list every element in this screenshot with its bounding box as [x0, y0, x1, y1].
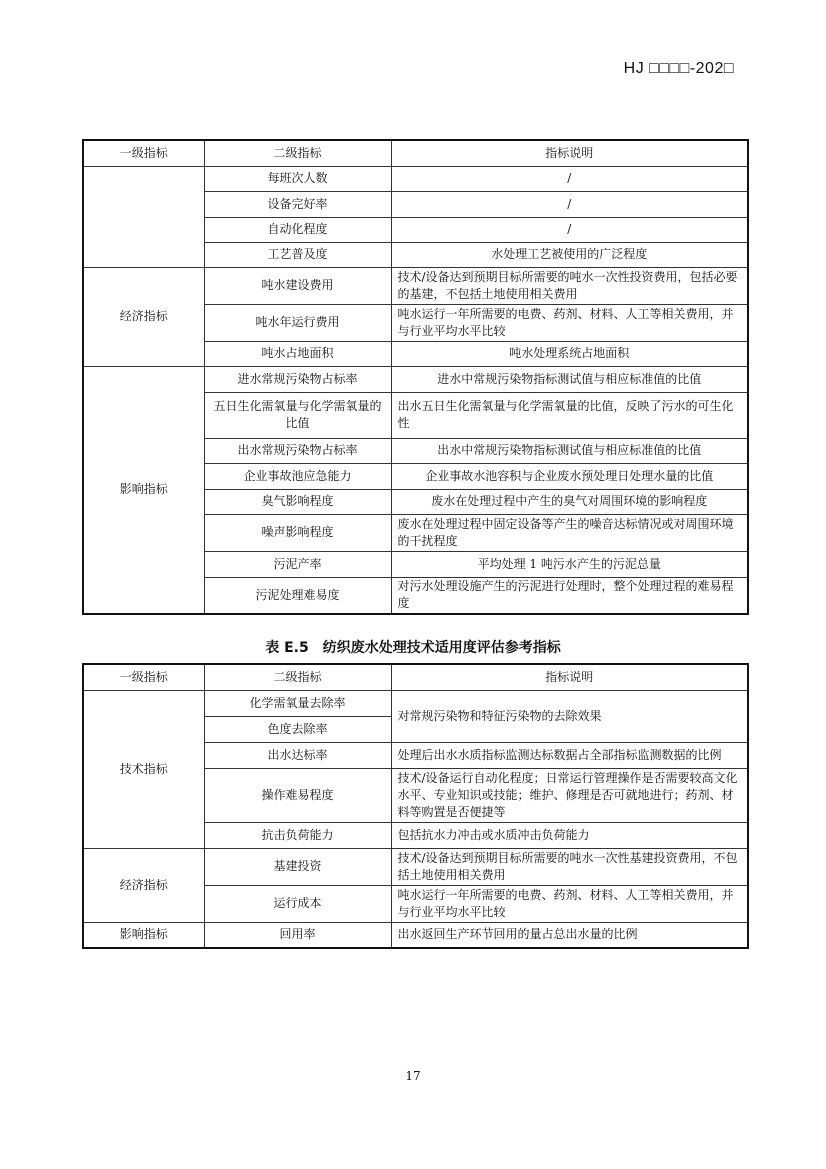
level1-cell: 经济指标	[83, 848, 204, 922]
description-cell: 吨水运行一年所需要的电费、药剂、材料、人工等相关费用，并与行业平均水平比较	[391, 885, 748, 922]
description-cell: 出水中常规污染物指标测试值与相应标准值的比值	[391, 438, 748, 463]
level2-cell: 工艺普及度	[204, 242, 391, 267]
description-cell: 对污水处理设施产生的污泥进行处理时，整个处理过程的难易程度	[391, 577, 748, 614]
description-cell: 技术/设备运行自动化程度；日常运行管理操作是否需要较高文化水平、专业知识或技能；维护、修理是否可就地进行；药剂、材料等购置是否便捷等	[391, 768, 748, 822]
level2-cell: 运行成本	[204, 885, 391, 922]
level2-cell: 回用率	[204, 922, 391, 948]
description-cell: 技术/设备达到预期目标所需要的吨水一次性投资费用，包括必要的基建，不包括土地使用相关费用	[391, 267, 748, 304]
level2-cell: 色度去除率	[204, 716, 391, 742]
description-cell: 吨水运行一年所需要的电费、药剂、材料、人工等相关费用，并与行业平均水平比较	[391, 304, 748, 341]
description-cell: 废水在处理过程中固定设备等产生的噪音达标情况或对周围环境的干扰程度	[391, 514, 748, 551]
header-description: 指标说明	[391, 664, 748, 690]
description-cell: 对常规污染物和特征污染物的去除效果	[391, 690, 748, 742]
level2-cell: 出水常规污染物占标率	[204, 438, 391, 463]
level1-cell	[83, 166, 204, 267]
level1-cell: 技术指标	[83, 690, 204, 848]
header-level1: 一级指标	[83, 664, 204, 690]
level1-cell: 经济指标	[83, 267, 204, 366]
description-cell: 水处理工艺被使用的广泛程度	[391, 242, 748, 267]
table-indicators-continued	[82, 139, 749, 615]
level2-cell: 臭气影响程度	[204, 489, 391, 514]
level1-cell: 影响指标	[83, 922, 204, 948]
level2-cell: 吨水占地面积	[204, 341, 391, 366]
level2-cell: 企业事故池应急能力	[204, 463, 391, 489]
table-caption: 表 E.5 纺织废水处理技术适用度评估参考指标	[265, 640, 561, 656]
page-number: 17	[405, 1069, 421, 1083]
level2-cell: 出水达标率	[204, 742, 391, 768]
description-cell: 进水中常规污染物指标测试值与相应标准值的比值	[391, 366, 748, 392]
level2-cell: 自动化程度	[204, 217, 391, 242]
document-code: HJ □□□□-202□	[623, 60, 734, 77]
header-level2: 二级指标	[204, 140, 391, 166]
level2-cell: 吨水建设费用	[204, 267, 391, 304]
description-cell: 出水返回生产环节回用的量占总出水量的比例	[391, 922, 748, 948]
header-level1: 一级指标	[83, 140, 204, 166]
level2-cell: 吨水年运行费用	[204, 304, 391, 341]
level2-cell: 进水常规污染物占标率	[204, 366, 391, 392]
description-cell: /	[391, 191, 748, 217]
description-cell: 废水在处理过程中产生的臭气对周围环境的影响程度	[391, 489, 748, 514]
level2-cell: 抗击负荷能力	[204, 822, 391, 848]
header-level2: 二级指标	[204, 664, 391, 690]
level2-cell: 污泥产率	[204, 551, 391, 577]
description-cell: 企业事故水池容积与企业废水预处理日处理水量的比值	[391, 463, 748, 489]
level2-cell: 五日生化需氧量与化学需氧量的比值	[204, 392, 391, 438]
level1-cell: 影响指标	[83, 366, 204, 614]
description-cell: 技术/设备达到预期目标所需要的吨水一次性基建投资费用，不包括土地使用相关费用	[391, 848, 748, 885]
level2-cell: 设备完好率	[204, 191, 391, 217]
description-cell: 吨水处理系统占地面积	[391, 341, 748, 366]
level2-cell: 操作难易程度	[204, 768, 391, 822]
table-textile-wastewater-indicators	[82, 663, 749, 949]
description-cell: 平均处理 1 吨污水产生的污泥总量	[391, 551, 748, 577]
level2-cell: 基建投资	[204, 848, 391, 885]
header-description: 指标说明	[391, 140, 748, 166]
level2-cell: 污泥处理难易度	[204, 577, 391, 614]
description-cell: 处理后出水水质指标监测达标数据占全部指标监测数据的比例	[391, 742, 748, 768]
level2-cell: 每班次人数	[204, 166, 391, 191]
description-cell: 包括抗水力冲击或水质冲击负荷能力	[391, 822, 748, 848]
description-cell: 出水五日生化需氧量与化学需氧量的比值，反映了污水的可生化性	[391, 392, 748, 438]
description-cell: /	[391, 217, 748, 242]
level2-cell: 噪声影响程度	[204, 514, 391, 551]
description-cell: /	[391, 166, 748, 191]
level2-cell: 化学需氧量去除率	[204, 690, 391, 716]
